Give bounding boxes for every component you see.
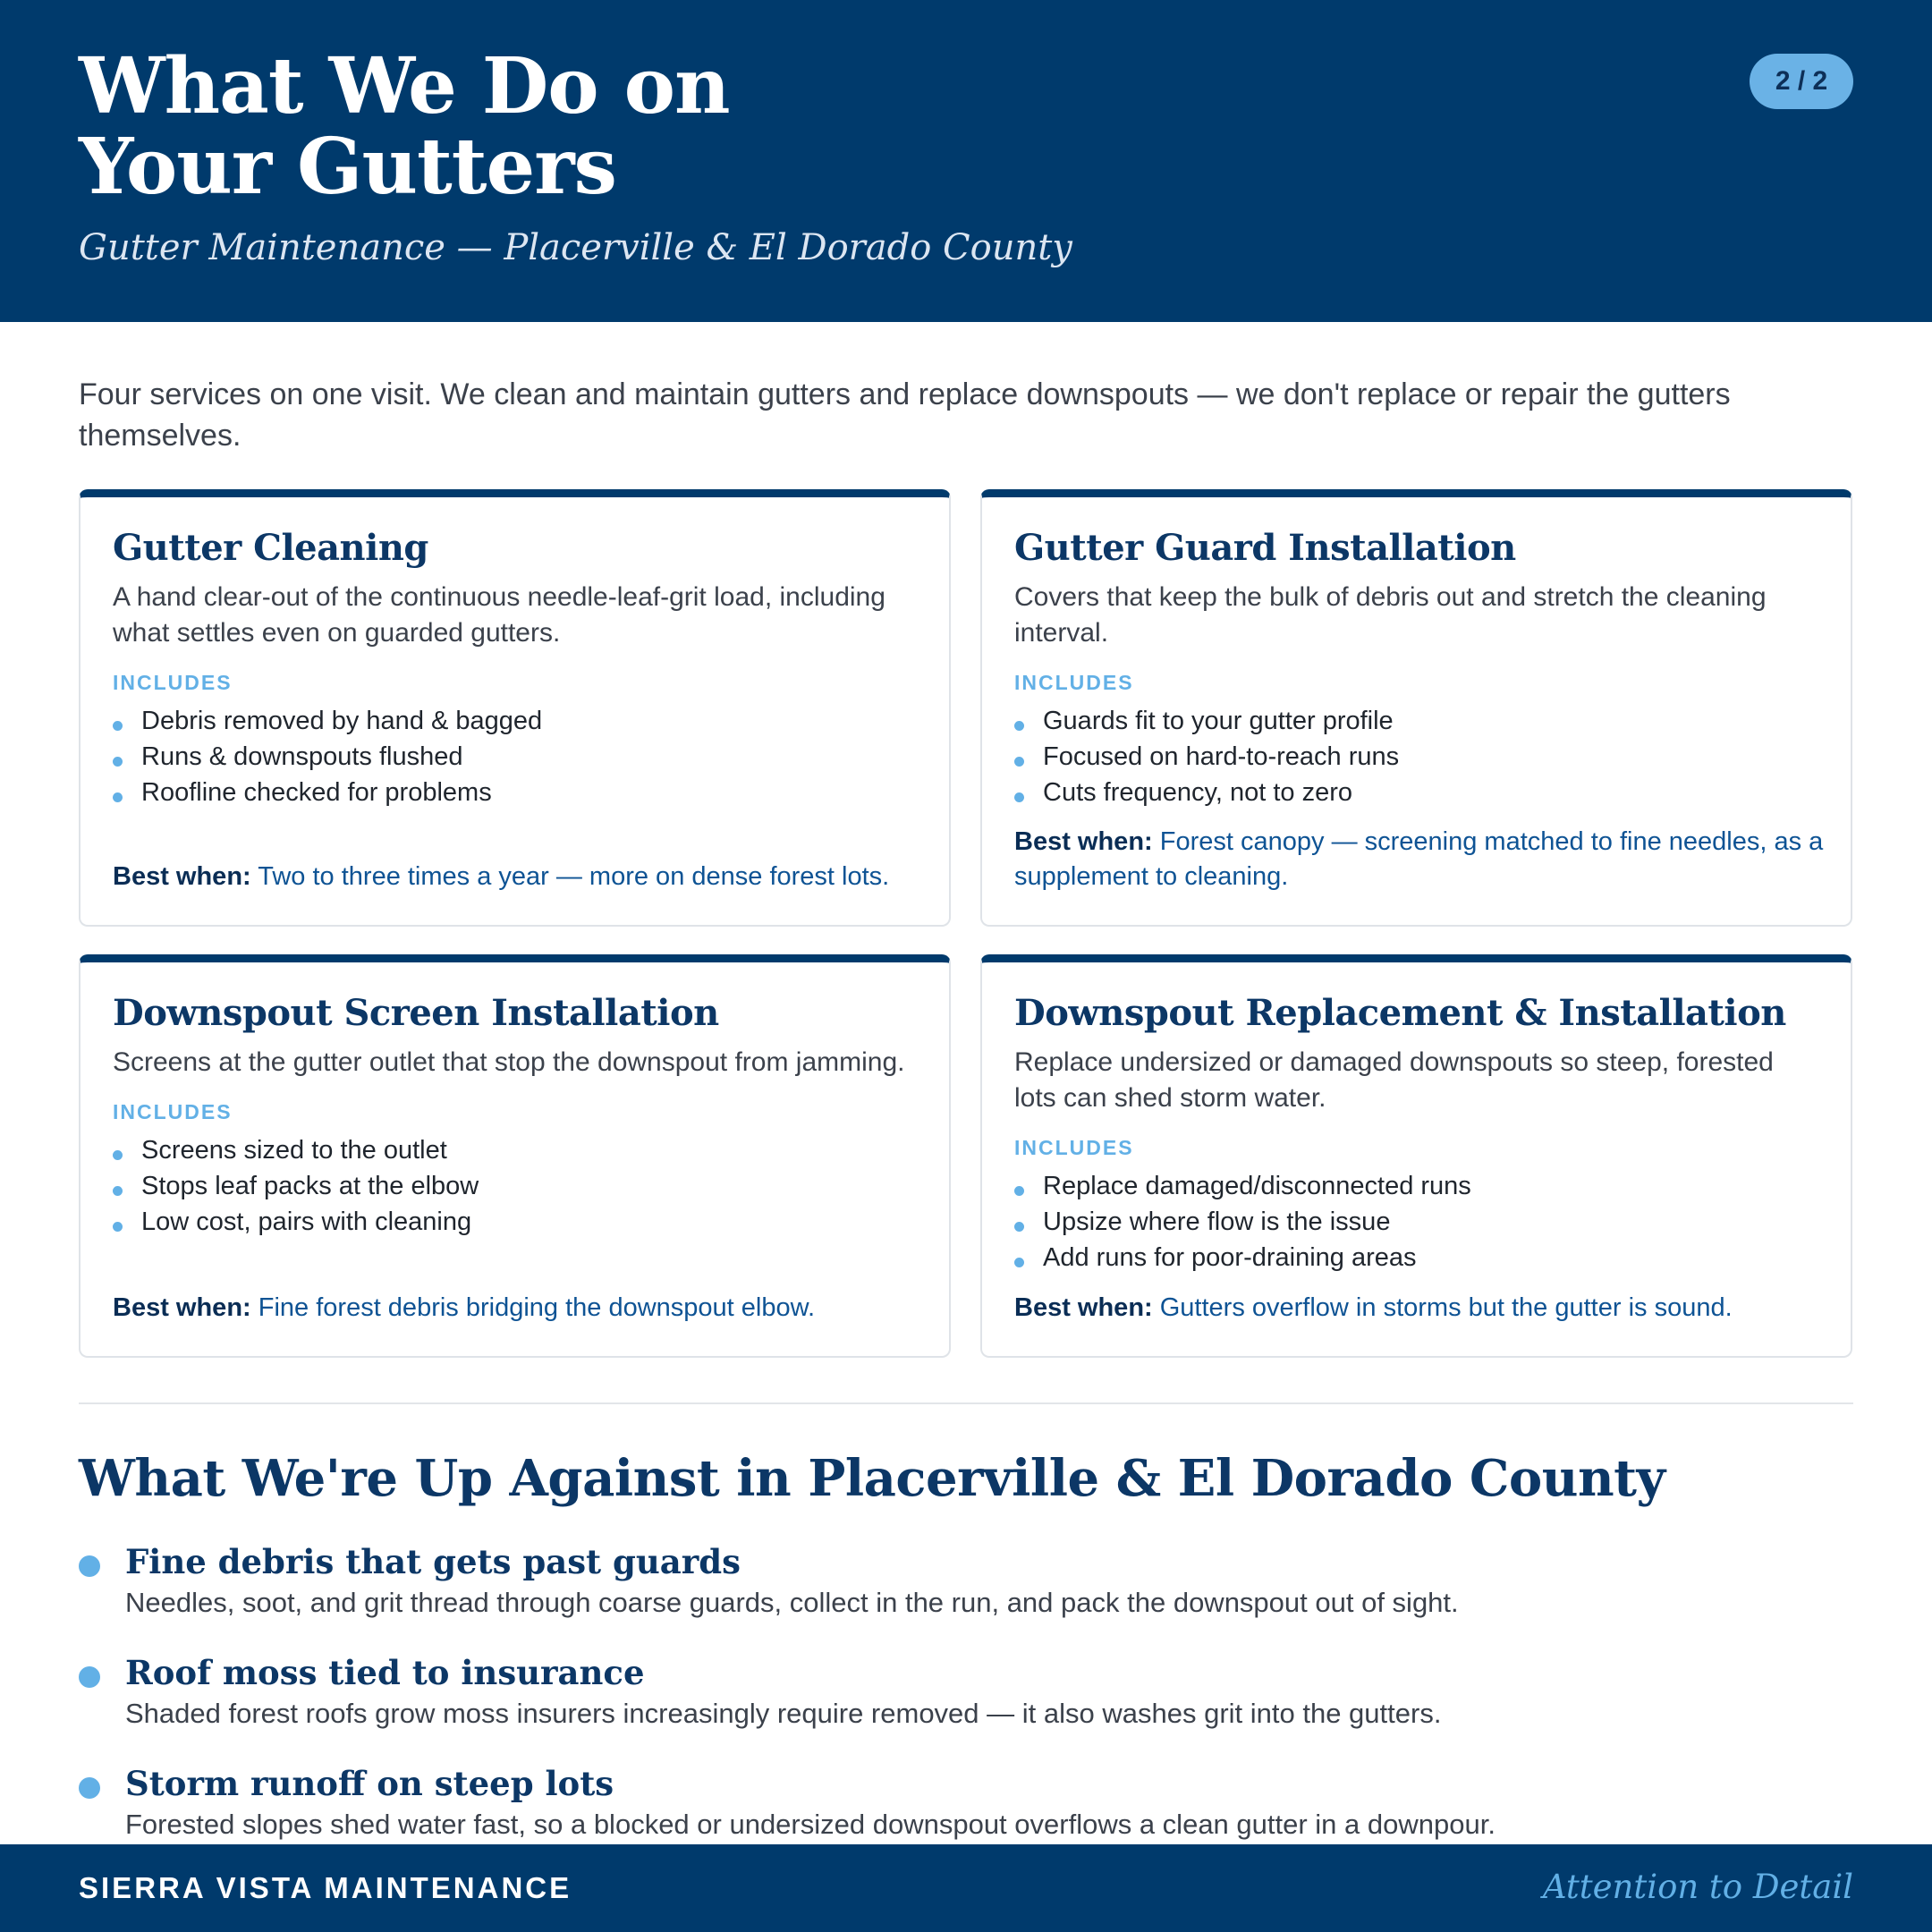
bullet-dot-icon xyxy=(1014,792,1024,802)
bullet-dot-icon xyxy=(113,1150,123,1160)
bullet-dot-icon xyxy=(113,1222,123,1232)
includes-label: INCLUDES xyxy=(113,671,233,694)
list-item-text: Screens sized to the outlet xyxy=(141,1136,447,1165)
list-item xyxy=(113,703,917,739)
best-when-text: Two to three times a year — more on dense forest lots. xyxy=(258,862,890,891)
list-item xyxy=(113,1168,917,1204)
list-item xyxy=(1014,1168,1818,1204)
bullet-dot-icon xyxy=(113,792,123,802)
footer-tagline: Attention to Detail xyxy=(1542,1868,1853,1906)
page-title-line-2: Your Gutters xyxy=(79,122,616,212)
bullet-dot-icon xyxy=(1014,1186,1024,1196)
bullet-dot-icon xyxy=(79,1777,100,1799)
includes-label: INCLUDES xyxy=(113,1100,233,1123)
service-title: Downspout Screen Installation xyxy=(113,992,719,1034)
best-when-text: Gutters overflow in storms but the gutter is sound. xyxy=(1159,1293,1733,1322)
list-item xyxy=(113,739,917,775)
service-card-gutter-cleaning xyxy=(79,489,951,927)
list-item-text: Guards fit to your gutter profile xyxy=(1043,707,1394,735)
service-card-downspout-screen-installation xyxy=(79,954,951,1358)
bullet-dot-icon xyxy=(113,757,123,767)
service-card-downspout-replacement xyxy=(980,954,1852,1358)
bullet-dot-icon xyxy=(113,1186,123,1196)
bullet-dot-icon xyxy=(79,1666,100,1688)
challenge-title: Fine debris that gets past guards xyxy=(125,1542,741,1581)
bullet-dot-icon xyxy=(1014,1222,1024,1232)
bullet-dot-icon xyxy=(1014,757,1024,767)
best-when-label: Best when: xyxy=(1014,827,1153,856)
list-item-text: Cuts frequency, not to zero xyxy=(1043,778,1353,807)
challenge-title: Roof moss tied to insurance xyxy=(125,1653,645,1692)
best-when-note xyxy=(1014,825,1824,894)
bullet-dot-icon xyxy=(113,721,123,731)
best-when-label: Best when: xyxy=(1014,1293,1153,1322)
best-when-label: Best when: xyxy=(113,862,251,891)
challenge-text: Forested slopes shed water fast, so a blocked or undersized downspout overflows a clean gutter in a downpour. xyxy=(125,1809,1496,1840)
list-item xyxy=(1014,1240,1818,1275)
footer-brand: SIERRA VISTA MAINTENANCE xyxy=(79,1871,572,1904)
page-subtitle: Gutter Maintenance — Placerville & El Dorado County xyxy=(79,227,1072,268)
list-item xyxy=(113,775,917,810)
section-title: What We're Up Against in Placerville & El Dorado County xyxy=(79,1449,1665,1508)
best-when-text: Forest canopy — screening matched to fine needles, as a supplement to cleaning. xyxy=(1014,827,1824,891)
best-when-note xyxy=(1014,1291,1824,1326)
bullet-dot-icon xyxy=(1014,1258,1024,1267)
list-item-text: Stops leaf packs at the elbow xyxy=(141,1172,479,1200)
list-item-text: Roofline checked for problems xyxy=(141,778,492,807)
includes-label: INCLUDES xyxy=(1014,1136,1134,1159)
page-footer xyxy=(0,1844,1932,1932)
service-title: Gutter Guard Installation xyxy=(1014,527,1516,569)
best-when-text: Fine forest debris bridging the downspout elbow. xyxy=(258,1293,816,1322)
list-item-text: Add runs for poor-draining areas xyxy=(1043,1243,1417,1272)
service-description: A hand clear-out of the continuous needle-leaf-grit load, including what settles even on guarded gutters. xyxy=(113,582,886,648)
includes-list xyxy=(113,703,917,810)
includes-list xyxy=(113,1132,917,1240)
service-title: Gutter Cleaning xyxy=(113,527,428,569)
challenge-item-roof-moss xyxy=(79,1651,1853,1733)
bullet-dot-icon xyxy=(79,1555,100,1577)
list-item-text: Focused on hard-to-reach runs xyxy=(1043,742,1400,771)
challenge-text: Needles, soot, and grit thread through coarse guards, collect in the run, and pack the downspout out of sight. xyxy=(125,1587,1459,1618)
list-item-text: Low cost, pairs with cleaning xyxy=(141,1208,472,1236)
page-header xyxy=(0,0,1932,322)
list-item-text: Runs & downspouts flushed xyxy=(141,742,463,771)
best-when-label: Best when: xyxy=(113,1293,251,1322)
bullet-dot-icon xyxy=(1014,721,1024,731)
service-description: Covers that keep the bulk of debris out and stretch the cleaning interval. xyxy=(1014,582,1767,648)
service-card-gutter-guard-installation xyxy=(980,489,1852,927)
list-item xyxy=(1014,1204,1818,1240)
includes-label: INCLUDES xyxy=(1014,671,1134,694)
service-description: Replace undersized or damaged downspouts so steep, forested lots can shed storm water. xyxy=(1014,1047,1774,1113)
intro-text: Four services on one visit. We clean and maintain gutters and replace downspouts — we don't replace or repair the gutters themselves. xyxy=(79,377,1731,453)
challenge-title: Storm runoff on steep lots xyxy=(125,1764,614,1803)
page-title xyxy=(79,41,1420,212)
challenge-item-storm-runoff xyxy=(79,1762,1853,1844)
service-description: Screens at the gutter outlet that stop the downspout from jamming. xyxy=(113,1047,905,1077)
list-item-text: Debris removed by hand & bagged xyxy=(141,707,543,735)
challenge-text: Shaded forest roofs grow moss insurers increasingly require removed — it also washes grit into the gutters. xyxy=(125,1698,1442,1729)
list-item-text: Upsize where flow is the issue xyxy=(1043,1208,1391,1236)
includes-list xyxy=(1014,703,1818,810)
list-item xyxy=(113,1204,917,1240)
page-title-line-1: What We Do on xyxy=(79,41,730,131)
list-item xyxy=(1014,703,1818,739)
page-indicator-badge: 2 / 2 xyxy=(1750,54,1853,109)
section-divider xyxy=(79,1402,1853,1404)
includes-list xyxy=(1014,1168,1818,1275)
service-title: Downspout Replacement & Installation xyxy=(1014,992,1786,1034)
list-item xyxy=(1014,739,1818,775)
challenge-item-fine-debris xyxy=(79,1540,1853,1623)
list-item xyxy=(1014,775,1818,810)
best-when-note xyxy=(113,1291,922,1326)
best-when-note xyxy=(113,860,922,894)
list-item-text: Replace damaged/disconnected runs xyxy=(1043,1172,1471,1200)
list-item xyxy=(113,1132,917,1168)
